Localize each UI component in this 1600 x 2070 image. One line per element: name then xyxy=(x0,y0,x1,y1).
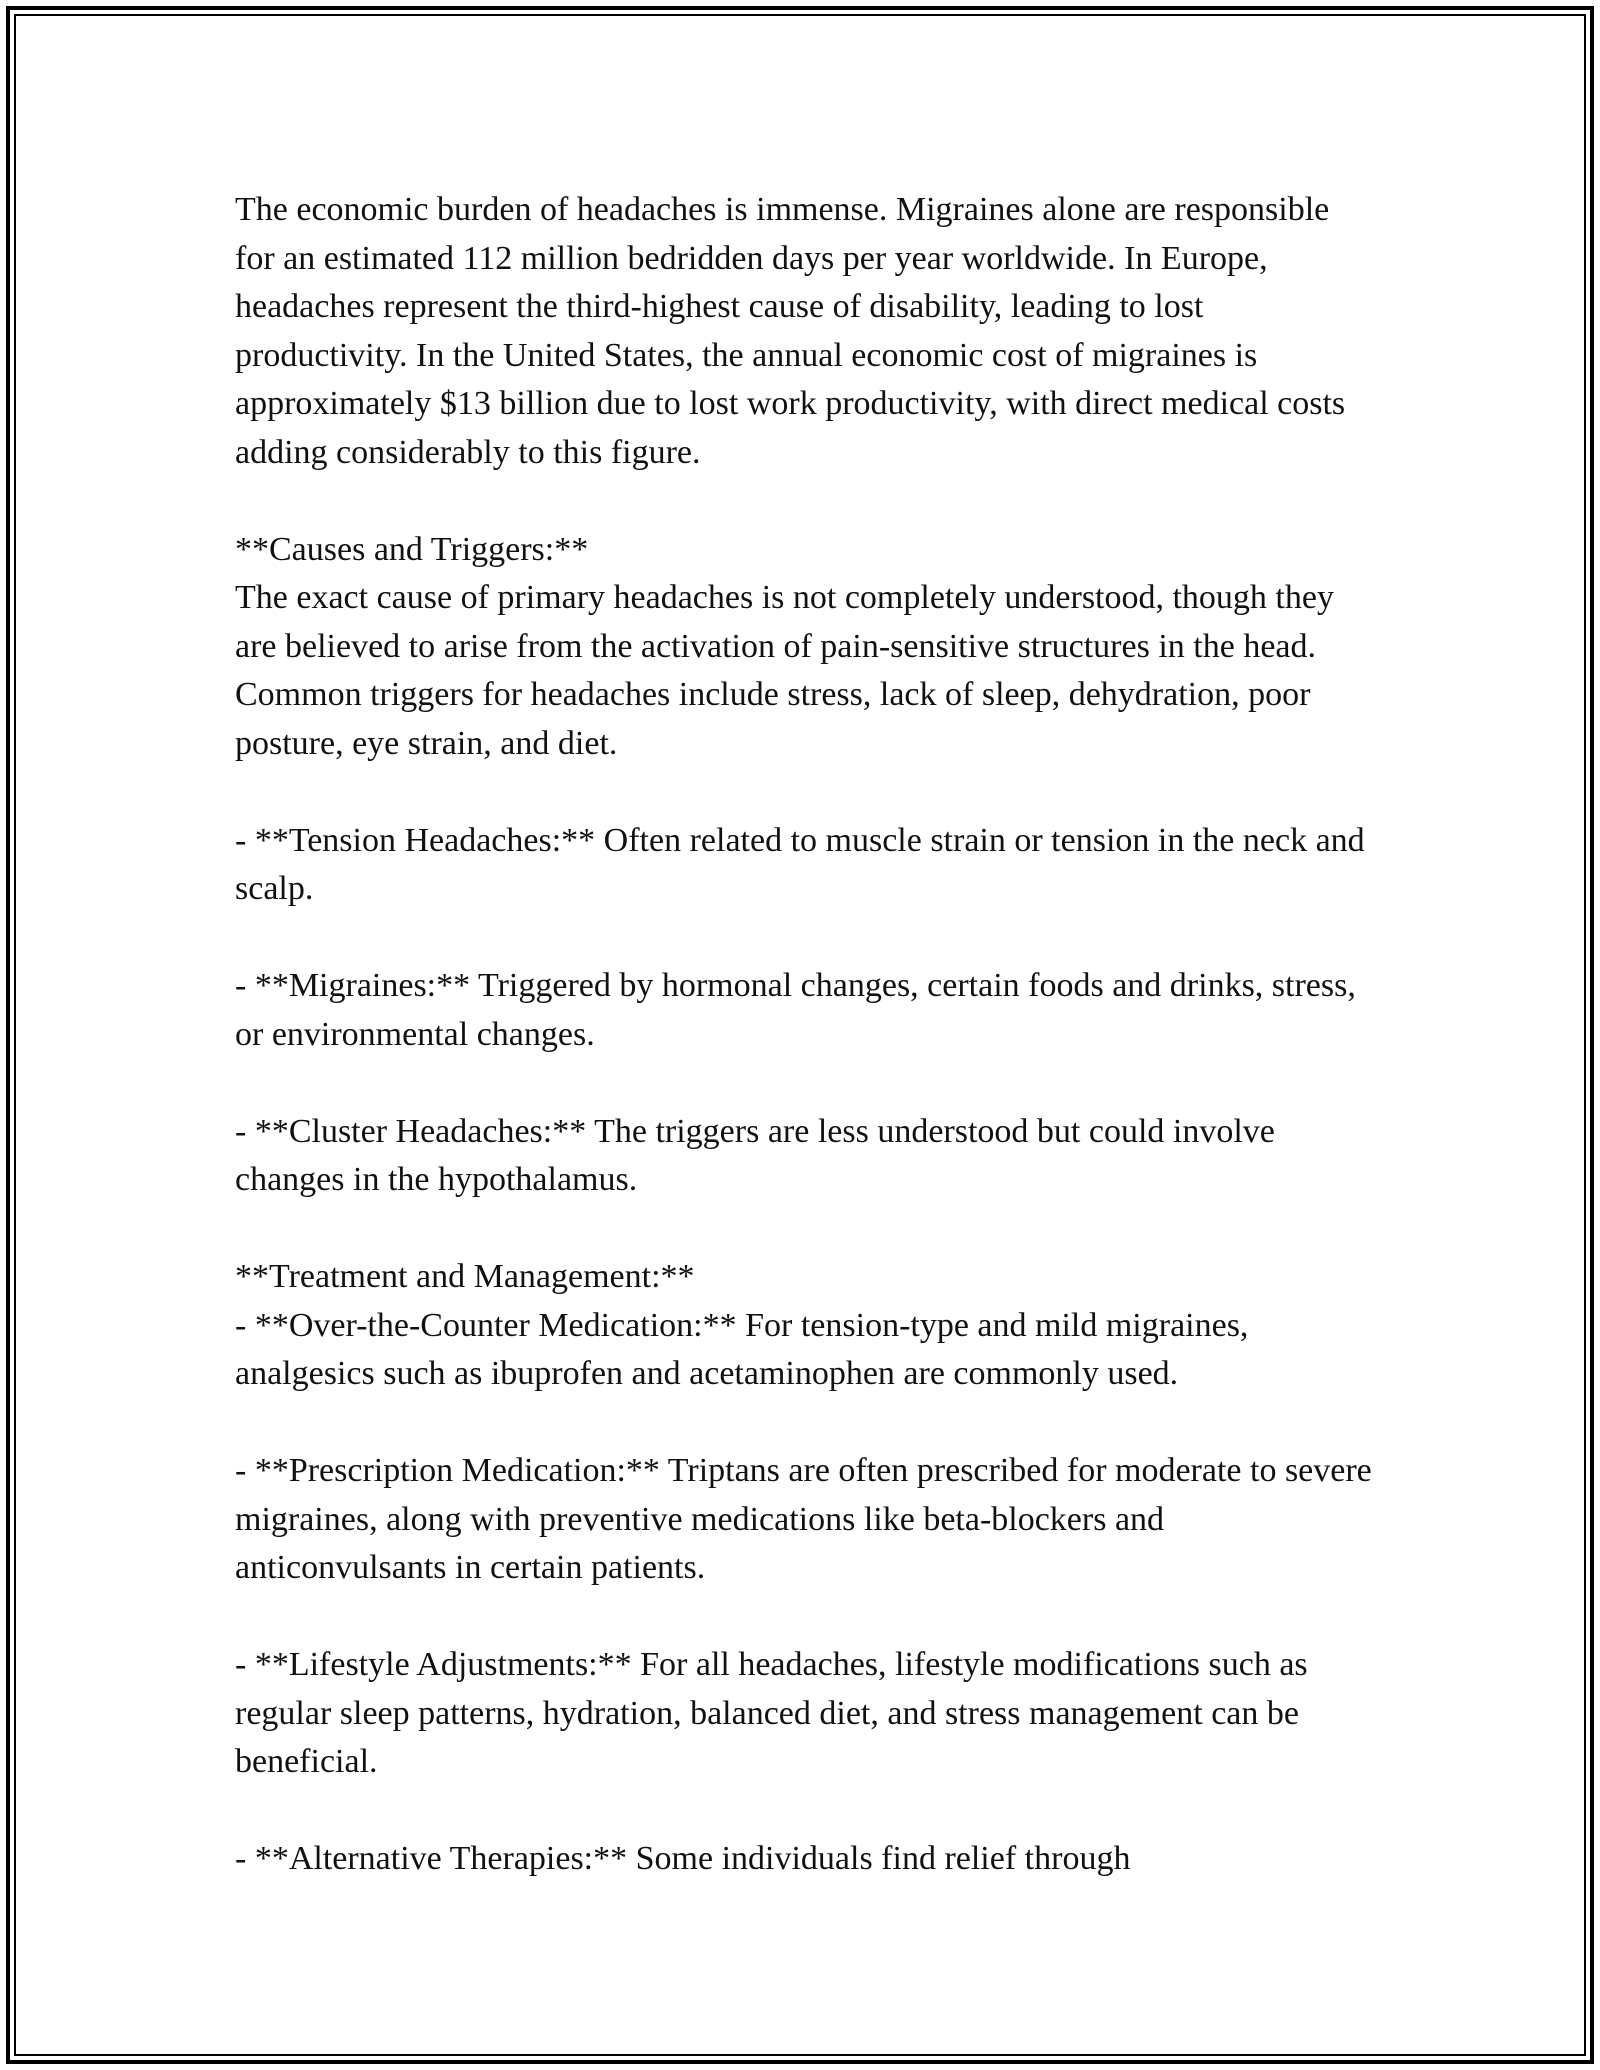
list-item-migraines: - **Migraines:** Triggered by hormonal changes, certain foods and drinks, stress, or environmental changes. xyxy=(235,967,1356,1053)
paragraph-causes: The exact cause of primary headaches is not completely understood, though they are believed to arise from the activation of pain-sensitive structures in the head. Common triggers for headaches include stress, lack of sleep, dehydration, poor posture, eye strain, and diet. xyxy=(235,579,1334,762)
spacer xyxy=(235,1059,1375,1108)
list-item-tension-headaches: - **Tension Headaches:** Often related to muscle strain or tension in the neck and scalp. xyxy=(235,821,1365,907)
spacer xyxy=(235,1205,1375,1254)
heading-treatment-and-management: **Treatment and Management:** xyxy=(235,1258,695,1295)
spacer xyxy=(235,1399,1375,1448)
paragraph-economic-burden: The economic burden of headaches is immense. Migraines alone are responsible for an estimated 112 million bedridden days per year worldwide. In Europe, headaches represent the third-highest cause of disability, leading to lost productivity. In the United States, the annual economic cost of migraines is approximately $13 billion due to lost work productivity, with direct medical costs adding considerably to this figure. xyxy=(235,191,1346,471)
spacer xyxy=(235,768,1375,817)
list-item-lifestyle-adjustments: - **Lifestyle Adjustments:** For all headaches, lifestyle modifications such as regular sleep patterns, hydration, balanced diet, and stress management can be beneficial. xyxy=(235,1646,1308,1780)
list-item-alternative-therapies: - **Alternative Therapies:** Some individuals find relief through xyxy=(235,1840,1131,1877)
heading-causes-and-triggers: **Causes and Triggers:** xyxy=(235,530,589,568)
list-item-cluster-headaches: - **Cluster Headaches:** The triggers are less understood but could involve changes in the hypothalamus. xyxy=(235,1112,1275,1198)
list-item-otc-medication: - **Over-the-Counter Medication:** For tension-type and mild migraines, analgesics such as ibuprofen and acetaminophen are commonly used. xyxy=(235,1306,1249,1392)
spacer xyxy=(235,1593,1375,1642)
spacer xyxy=(235,914,1375,963)
spacer xyxy=(235,1787,1375,1836)
spacer xyxy=(235,477,1375,526)
list-item-prescription-medication: - **Prescription Medication:** Triptans are often prescribed for moderate to severe migraines, along with preventive medications like beta-blockers and anticonvulsants in certain patients. xyxy=(235,1452,1372,1586)
document-body xyxy=(235,186,1375,1884)
